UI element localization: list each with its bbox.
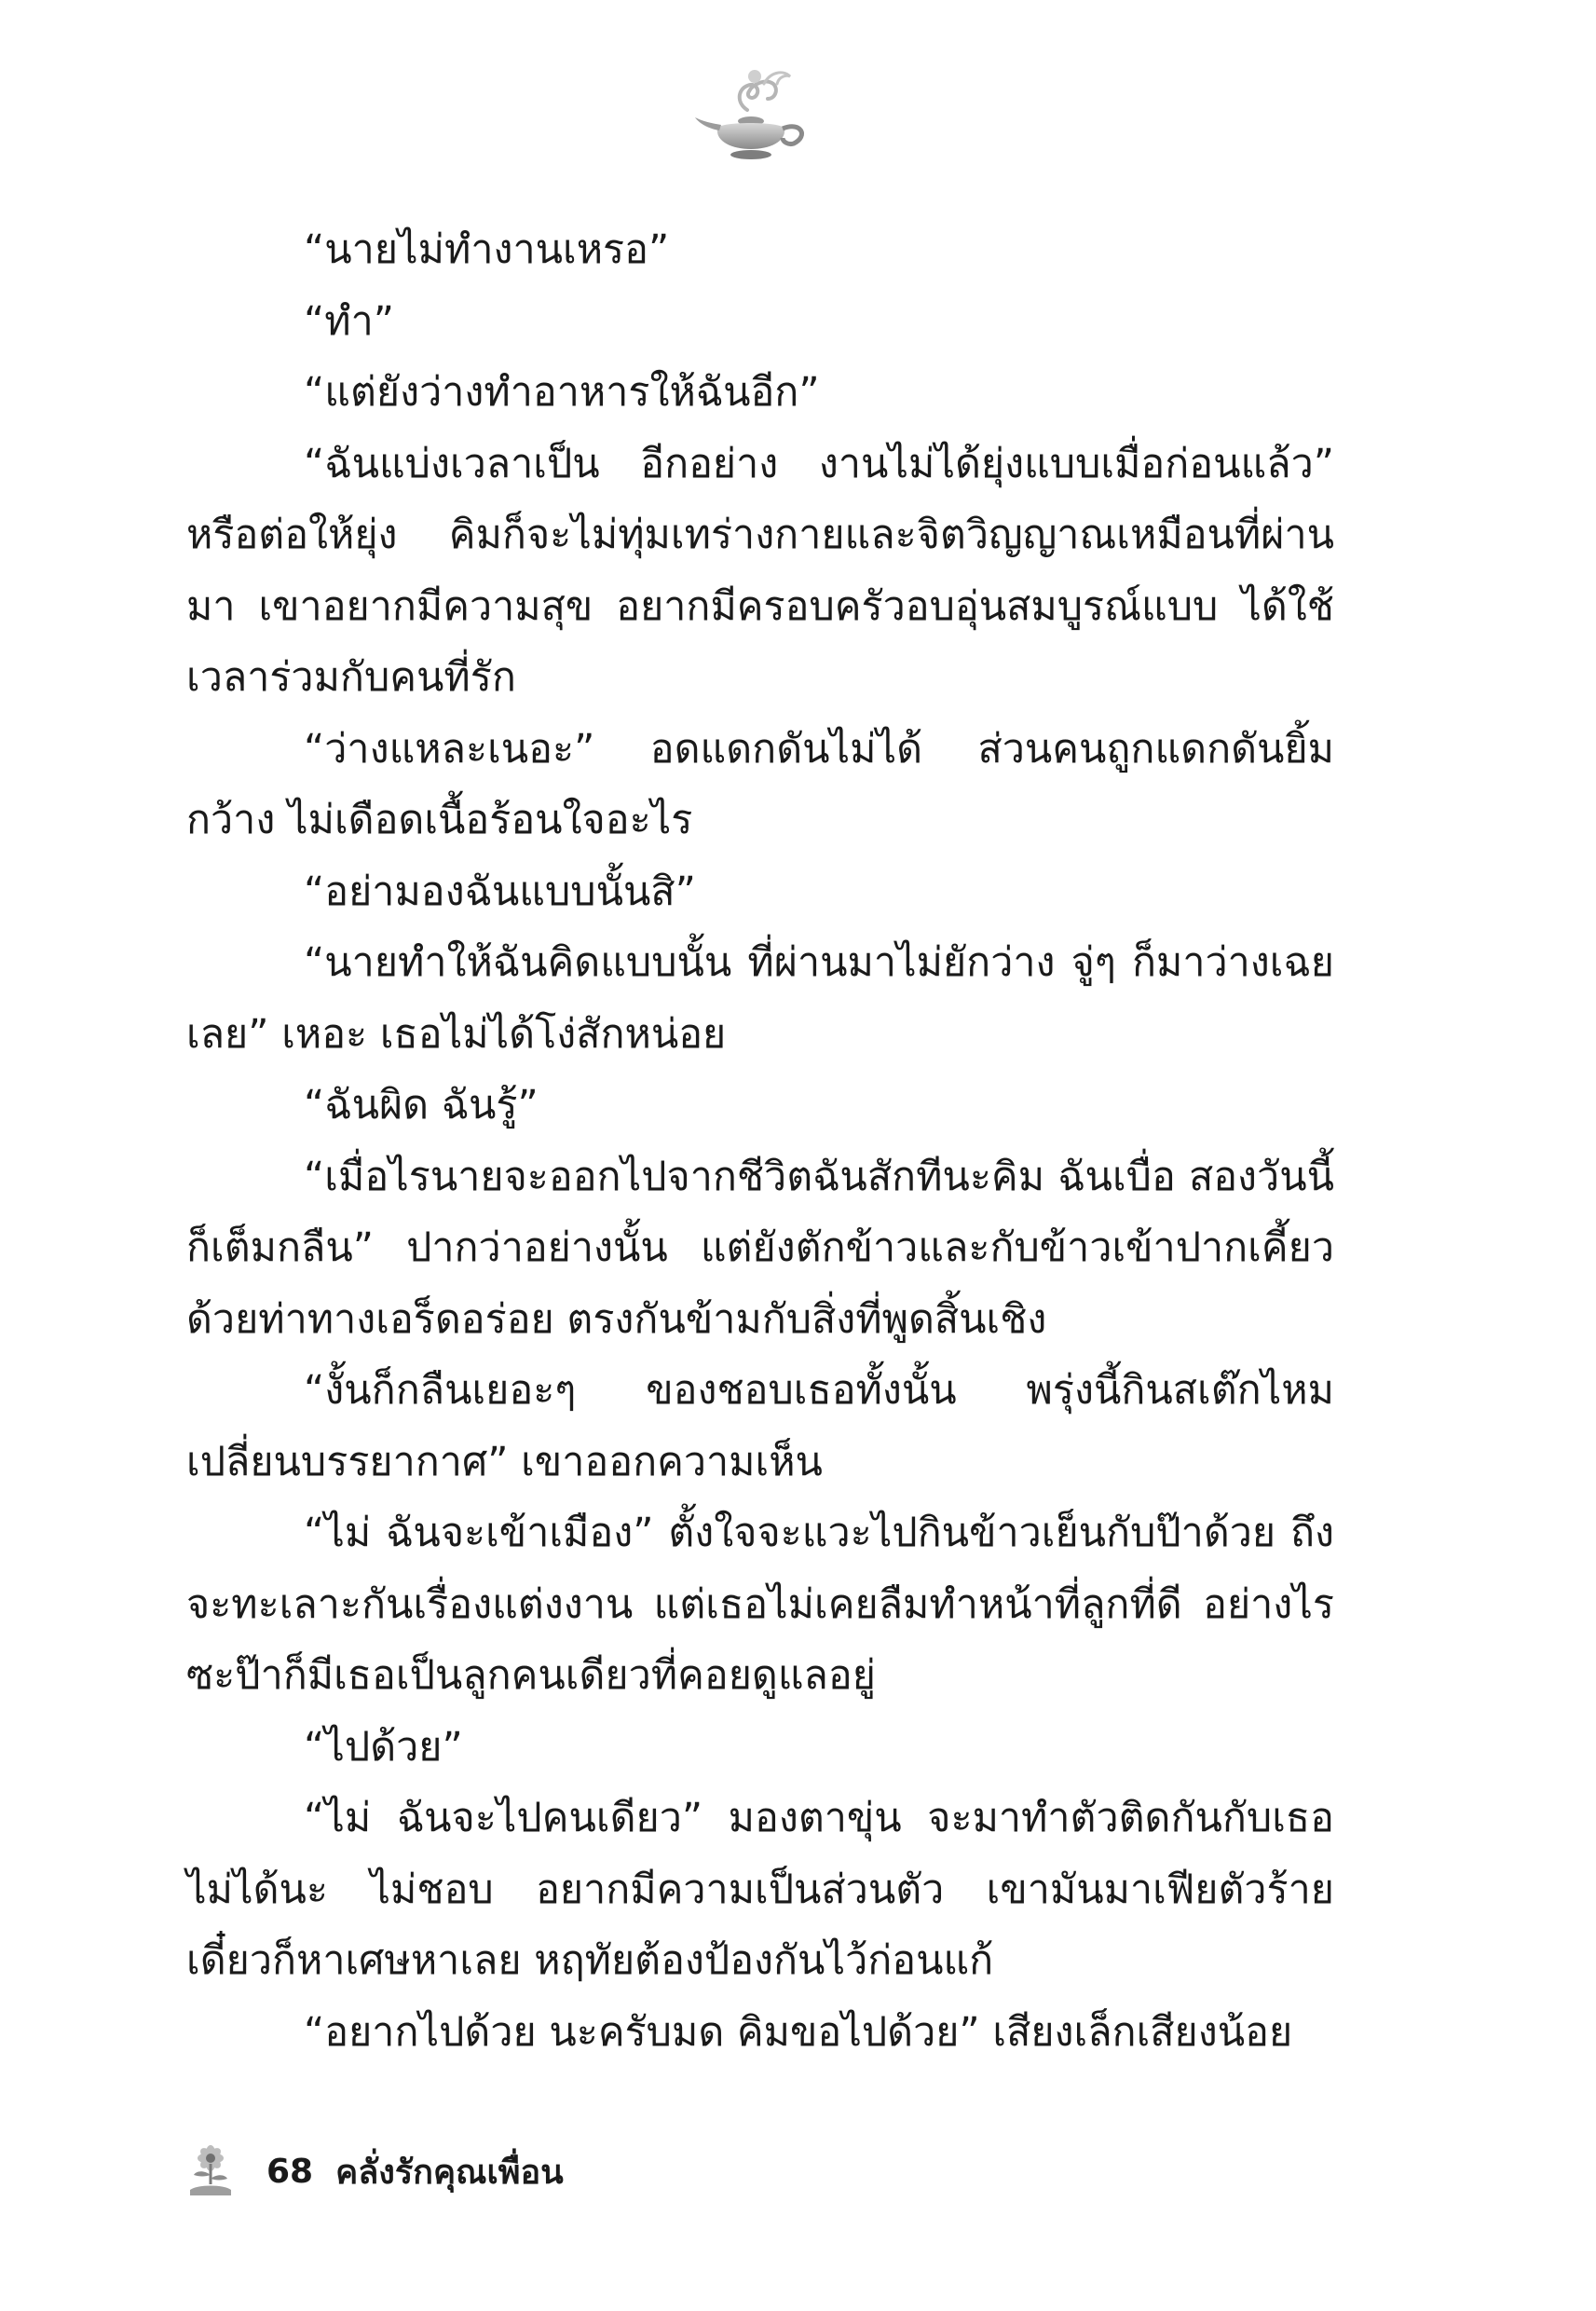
genie-lamp-icon [689,56,820,168]
paragraph: “ไม่ ฉันจะเข้าเมือง” ตั้งใจจะแวะไปกินข้าวเย็นกับป๊าด้วย ถึงจะทะเลาะกันเรื่องแต่งงาน แต่เธอไม่เคยลืมทำหน้าที่ลูกที่ดี อย่างไรซะป๊าก็มีเธอเป็นลูกคนเดียวที่คอยดูแลอยู่ [186,1510,1334,1699]
page-number: 68 [266,2152,314,2191]
page-footer [183,2143,564,2199]
paragraph: “งั้นก็กลืนเยอะๆ ของชอบเธอทั้งนั้น พรุ่งนี้กินสเต๊กไหม เปลี่ยนบรรยากาศ” เขาออกความเห็น [186,1367,1334,1485]
paragraph: “ว่างแหละเนอะ” อดแดกดันไม่ได้ ส่วนคนถูกแดกดันยิ้มกว้าง ไม่เดือดเนื้อร้อนใจอะไร [186,725,1334,843]
flower-pot-icon [183,2143,239,2199]
paragraph: “แต่ยังว่างทำอาหารให้ฉันอีก” [304,369,820,416]
paragraph: “นายไม่ทำงานเหรอ” [304,226,670,273]
paragraph: “ฉันผิด ฉันรู้” [304,1082,539,1128]
paragraph: “ไปด้วย” [304,1723,463,1771]
body-text [186,214,1334,2068]
paragraph: “อย่ามองฉันแบบนั้นสิ” [304,868,696,915]
paragraph: “ทำ” [304,297,395,345]
paragraph: “ฉันแบ่งเวลาเป็น อีกอย่าง งานไม่ได้ยุ่งแบบเมื่อก่อนแล้ว” หรือต่อให้ยุ่ง คิมก็จะไม่ทุ่มเทร่างกายและจิตวิญญาณเหมือนที่ผ่านมา เขาอยากมีความสุข อยากมีครอบครัวอบอุ่นสมบูรณ์แบบ ได้ใช้เวลาร่วมกับคนที่รัก [186,440,1334,701]
paragraph: “อยากไปด้วย นะครับมด คิมขอไปด้วย” เสียงเล็กเสียงน้อย [304,2008,1293,2056]
paragraph: “เมื่อไรนายจะออกไปจากชีวิตฉันสักทีนะคิม ฉันเบื่อ สองวันนี้ก็เต็มกลืน” ปากว่าอย่างนั้น แต่ยังตักข้าวและกับข้าวเข้าปากเคี้ยวด้วยท่าทางเอร็ดอร่อย ตรงกันข้ามกับสิ่งที่พูดสิ้นเชิง [186,1153,1334,1343]
paragraph: “ไม่ ฉันจะไปคนเดียว” มองตาขุ่น จะมาทำตัวติดกันกับเธอไม่ได้นะ ไม่ชอบ อยากมีความเป็นส่วนตัว เขามันมาเฟียตัวร้าย เดี๋ยวก็หาเศษหาเลย หฤทัยต้องป้องกันไว้ก่อนแก้ [186,1795,1334,1984]
book-title: คลั่งรักคุณเพื่อน [335,2153,564,2192]
paragraph: “นายทำให้ฉันคิดแบบนั้น ที่ผ่านมาไม่ยักว่าง จู่ๆ ก็มาว่างเฉยเลย” เหอะ เธอไม่ได้โง่สักหน่อย [186,939,1334,1058]
